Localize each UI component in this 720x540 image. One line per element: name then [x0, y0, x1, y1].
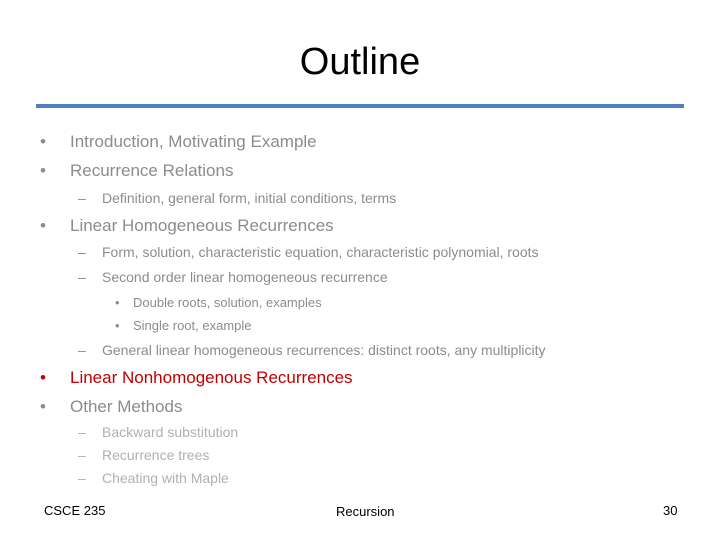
bullet-icon: • [40, 132, 46, 151]
outline-subsubitem-label: Single root, example [133, 318, 252, 333]
dash-icon: – [78, 470, 86, 486]
outline-subitem-rr-definition [78, 190, 397, 206]
outline-subsubitem-single-root [115, 318, 252, 333]
outline-item-label: Linear Nonhomogenous Recurrences [70, 368, 353, 387]
outline-subitem-label: Form, solution, characteristic equation, characteristic polynomial, roots [102, 244, 539, 260]
footer-course: CSCE 235 [44, 503, 106, 518]
page-number: 30 [663, 503, 678, 518]
dash-icon: – [78, 424, 86, 440]
outline-subitem-label: General linear homogeneous recurrences: distinct roots, any multiplicity [102, 342, 546, 358]
outline-subitem-backward-substitution [78, 424, 239, 440]
outline-subitem-label: Second order linear homogeneous recurrence [102, 269, 388, 285]
outline-subitem-lh-form [78, 244, 539, 260]
slide-title: Outline [299, 41, 421, 83]
outline-item-label: Introduction, Motivating Example [70, 132, 317, 151]
outline-subitem-label: Backward substitution [102, 424, 239, 440]
outline-subsubitem-double-roots [115, 295, 322, 310]
bullet-icon: • [115, 318, 120, 333]
outline-subitem-lh-general [78, 342, 546, 358]
outline-item-other-methods [40, 397, 183, 417]
outline-subsubitem-label: Double roots, solution, examples [133, 295, 322, 310]
bullet-icon: • [115, 295, 120, 310]
bullet-icon: • [40, 397, 46, 416]
bullet-icon: • [40, 161, 46, 180]
outline-item-linear-homogeneous [40, 216, 334, 236]
outline-subitem-label: Cheating with Maple [102, 470, 229, 486]
outline-item-intro [40, 132, 317, 152]
footer-topic: Recursion [336, 504, 395, 519]
dash-icon: – [78, 447, 86, 463]
outline-subitem-label: Recurrence trees [102, 447, 210, 463]
dash-icon: – [78, 190, 86, 206]
dash-icon: – [78, 269, 86, 285]
dash-icon: – [78, 342, 86, 358]
dash-icon: – [78, 244, 86, 260]
outline-subitem-label: Definition, general form, initial conditions, terms [102, 190, 397, 206]
bullet-icon: • [40, 368, 46, 387]
outline-subitem-lh-second-order [78, 269, 388, 285]
bullet-icon: • [40, 216, 46, 235]
title-divider [36, 104, 684, 108]
outline-item-label: Recurrence Relations [70, 161, 234, 180]
outline-item-label: Other Methods [70, 397, 183, 416]
outline-subitem-cheating-maple [78, 470, 229, 486]
outline-item-label: Linear Homogeneous Recurrences [70, 216, 334, 235]
outline-subitem-recurrence-trees [78, 447, 210, 463]
outline-item-recurrence-relations [40, 161, 234, 181]
outline-item-linear-nonhomogeneous [40, 368, 353, 388]
